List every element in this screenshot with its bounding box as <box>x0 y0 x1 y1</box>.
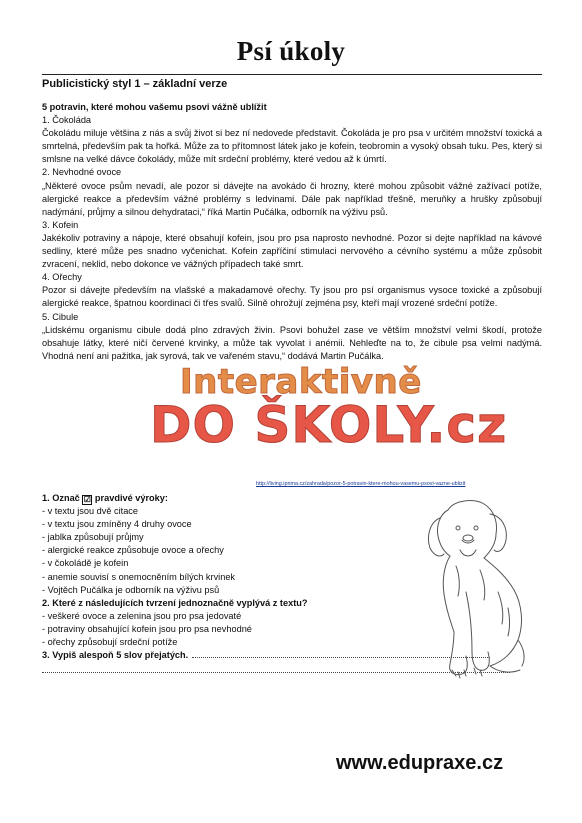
section-heading: 4. Ořechy <box>42 272 82 283</box>
section-heading: 5. Cibule <box>42 311 79 322</box>
statement-item[interactable]: - alergické reakce způsobuje ovoce a ořechy <box>42 545 224 556</box>
page-title: Psí úkoly <box>236 36 346 66</box>
page-subtitle: Publicistický styl 1 – základní verze <box>42 78 228 90</box>
section-heading: 3. Kofein <box>42 219 79 230</box>
section-text: Jakékoliv potraviny a nápoje, které obsahují kofein, jsou pro psa naprosto nevhodné. Pozor si dejte například na kávové sedliny, které může pes snadno vyčenichat. Kofein zapříčiní stimulaci nervového a cévního systému a může způsobit zvracení, neklid, nebo dokonce ve vážných případech také smrt. <box>42 232 542 270</box>
checkbox-icon: ☑ <box>83 495 91 504</box>
dog-illustration <box>410 492 530 692</box>
title-divider <box>42 74 542 75</box>
article-section <box>42 114 542 166</box>
statement-item[interactable]: - potraviny obsahující kofein jsou pro psa nevhodné <box>42 623 252 634</box>
statement-item[interactable]: - ořechy způsobují srdeční potíže <box>42 637 178 648</box>
statement-item[interactable]: - anemie souvisí s onemocněním bílých krvinek <box>42 571 236 582</box>
article <box>42 101 542 363</box>
section-text: Pozor si dávejte především na vlašské a makadamové ořechy. Ty jsou pro psí organismus vysoce toxické a způsobují alergické reakce, špatnou koordinaci či třes svalů. Silně ohrožují zejména psy, kteří mají vrozené srdeční potíže. <box>42 285 542 309</box>
statement-item[interactable]: - jablka způsobují průjmy <box>42 532 144 543</box>
article-section <box>42 311 542 363</box>
brand-footer: www.edupraxe.cz <box>336 752 504 774</box>
statement-item[interactable]: - v textu jsou zmíněny 4 druhy ovoce <box>42 519 192 530</box>
article-section <box>42 166 542 218</box>
statement-item[interactable]: - veškeré ovoce a zelenina jsou pro psa jedovaté <box>42 610 242 621</box>
statement-item[interactable]: - v čokoládě je kofein <box>42 558 129 569</box>
section-heading: 2. Nevhodné ovoce <box>42 167 122 178</box>
section-text: Čokoládu miluje většina z nás a svůj život si bez ní nedovede představit. Čokoláda je pro psa v určitém množství toxická a smrtelná, především pak ta hořká. Může za to přítomnost látek jako je kofein, teobromin a vysoký obsah tuku. Pes, který si smlsne na velké dávce čokolády, může mít srdeční problémy, které vedou až k úmrtí. <box>42 128 542 165</box>
section-heading: 1. Čokoláda <box>42 115 92 126</box>
watermark-logo-top: Interaktivně <box>180 362 422 402</box>
question-3-text: 3. Vypiš alespoň 5 slov přejatých. <box>42 650 189 661</box>
article-section <box>42 219 542 271</box>
watermark-logo-bottom: DO ŠKOLY.cz <box>150 396 508 454</box>
question-1-prefix: 1. Označ <box>42 493 80 503</box>
statement-item[interactable]: - Vojtěch Pučálka je odborník na výživu psů <box>42 584 220 595</box>
statement-item[interactable]: - v textu jsou dvě citace <box>42 506 139 517</box>
article-section <box>42 271 542 310</box>
article-heading: 5 potravin, které mohou vašemu psovi vážně ublížit <box>42 102 267 112</box>
source-link[interactable]: http://living.iprima.cz/zahrada/pozor-5-potravin-ktere-mohou-vasemu-psovi-vazne-ublizit <box>256 481 466 487</box>
question-1-suffix: pravdivé výroky: <box>94 493 168 503</box>
section-text: „Lidskému organismu cibule dodá plno zdravých živin. Psovi bohužel zase ve větším množství velmi škodí, protože obsahuje látky, které ničí červené krvinky, a může tak vyvolat i anémii. Nehleďte na to, že cibule psa velmi nadýmá. Vhodná není ani pažitka, jak syrová, tak ve vařeném stavu,“ dodává Martin Pučálka. <box>42 324 542 361</box>
question-2: 2. Které z následujících tvrzení jednoznačně vyplývá z textu? <box>42 597 308 608</box>
section-text: „Některé ovoce psům nevadí, ale pozor si dávejte na avokádo či hrozny, které mohou způsobit vážné zažívací potíže, alergické reakce a především vážné problémy s ledvinami. Dále pak například třešně, meruňky a hrušky způsobují nadýmání, průjmy a silnou dehydrataci,“ říká Martin Pučálka, odborník na výživu psů. <box>42 180 542 217</box>
